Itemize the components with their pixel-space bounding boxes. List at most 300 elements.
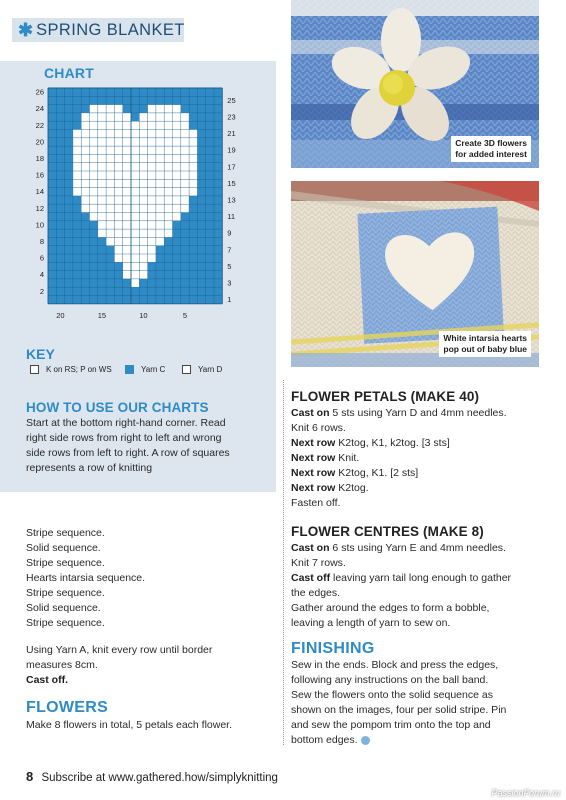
heart-stitch [131, 271, 139, 279]
how-to-heading: HOW TO USE OUR CHARTS [26, 400, 209, 415]
heart-stitch [131, 246, 139, 254]
heart-stitch [90, 154, 98, 162]
instruction-line: the edges. [291, 587, 341, 599]
instruction-line: Sew in the ends. Block and press the edges, [291, 659, 499, 671]
heart-stitch [139, 221, 147, 229]
heart-stitch [106, 196, 114, 204]
heart-stitch [164, 121, 172, 129]
heart-stitch [156, 196, 164, 204]
heart-stitch [164, 229, 172, 237]
heart-stitch [148, 179, 156, 187]
heart-stitch [173, 204, 181, 212]
heart-stitch [173, 121, 181, 129]
heart-stitch [164, 154, 172, 162]
heart-stitch [164, 130, 172, 138]
heart-stitch [123, 246, 131, 254]
heart-stitch [156, 213, 164, 221]
row-label: 22 [35, 120, 44, 130]
heart-stitch [164, 213, 172, 221]
key-label-yarn-c: Yarn C [141, 365, 166, 374]
heart-stitch [156, 171, 164, 179]
heart-stitch [106, 163, 114, 171]
border-line: Using Yarn A, knit every row until border [26, 644, 213, 656]
heart-stitch [90, 146, 98, 154]
heart-stitch [139, 254, 147, 262]
heart-stitch [106, 154, 114, 162]
heart-stitch [173, 130, 181, 138]
how-to-line: right side rows from right to left and wrong [26, 432, 222, 444]
heart-stitch [173, 213, 181, 221]
instruction-line: Next row K2tog, K1, k2tog. [3 sts] [291, 437, 450, 449]
heart-stitch [81, 171, 89, 179]
heart-stitch [156, 188, 164, 196]
heart-stitch [131, 196, 139, 204]
heart-stitch [131, 163, 139, 171]
section-title: SPRING BLANKET [36, 20, 185, 39]
heart-stitch [123, 188, 131, 196]
row-label: 24 [35, 104, 44, 114]
heart-stitch [98, 188, 106, 196]
heart-stitch [73, 138, 81, 146]
heart-stitch [148, 113, 156, 121]
sequence-line: Stripe sequence. [26, 527, 105, 539]
heart-stitch [123, 171, 131, 179]
heart-stitch [148, 254, 156, 262]
column-label: 20 [56, 310, 65, 320]
yarn-ball-icon [361, 736, 370, 745]
how-to-text [26, 416, 262, 476]
key-swatch-yarn-c [125, 365, 134, 374]
heart-stitch [173, 171, 181, 179]
page-number: 8 [26, 769, 34, 784]
flower-centres-heading: FLOWER CENTRES (MAKE 8) [291, 524, 484, 539]
instruction-line: Next row Knit. [291, 452, 360, 464]
heart-stitch [114, 254, 122, 262]
heart-stitch [81, 188, 89, 196]
heart-stitch [173, 154, 181, 162]
heart-stitch [98, 196, 106, 204]
heart-stitch [114, 154, 122, 162]
heart-stitch [189, 171, 197, 179]
heart-stitch [164, 146, 172, 154]
heart-stitch [139, 146, 147, 154]
heart-stitch [98, 163, 106, 171]
sequence-line: Solid sequence. [26, 602, 101, 614]
watermark: PassionForum.ru [491, 788, 560, 798]
key-heading: KEY [26, 346, 55, 362]
heart-stitch [98, 154, 106, 162]
heart-stitch [90, 188, 98, 196]
heart-stitch [123, 271, 131, 279]
flower-petals-instructions [291, 406, 541, 511]
heart-stitch [123, 196, 131, 204]
heart-stitch [164, 105, 172, 113]
heart-stitch [173, 146, 181, 154]
row-label: 17 [227, 162, 236, 172]
key-label-knit: K on RS; P on WS [46, 365, 112, 374]
heart-stitch [181, 179, 189, 187]
heart-stitch [81, 163, 89, 171]
heart-stitch [106, 113, 114, 121]
footer [26, 769, 278, 784]
row-label: 1 [227, 295, 232, 305]
heart-stitch [114, 221, 122, 229]
instruction-line: Cast off leaving yarn tail long enough to gather [291, 572, 512, 584]
row-label: 18 [35, 154, 44, 164]
heart-stitch [156, 138, 164, 146]
how-to-line: Start at the bottom right-hand corner. Read [26, 417, 226, 429]
heart-stitch [114, 146, 122, 154]
instruction-line: Next row K2tog, K1. [2 sts] [291, 467, 419, 479]
heart-stitch [123, 179, 131, 187]
heart-stitch [123, 113, 131, 121]
heart-stitch [123, 229, 131, 237]
heart-stitch [106, 105, 114, 113]
heart-stitch [98, 179, 106, 187]
heart-stitch [106, 138, 114, 146]
row-label: 12 [35, 203, 44, 213]
heart-stitch [189, 154, 197, 162]
heart-stitch [131, 121, 139, 129]
sequence-line: Stripe sequence. [26, 587, 105, 599]
finishing-instructions [291, 658, 541, 748]
heart-stitch [123, 130, 131, 138]
heart-stitch [131, 146, 139, 154]
row-label: 7 [227, 245, 232, 255]
heart-stitch [148, 196, 156, 204]
heart-stitch [81, 146, 89, 154]
heart-stitch [114, 213, 122, 221]
instruction-line: Knit 6 rows. [291, 422, 346, 434]
heart-stitch [131, 237, 139, 245]
heart-stitch [148, 130, 156, 138]
subscribe-link[interactable]: Subscribe at www.gathered.how/simplyknitting [41, 772, 278, 784]
heart-stitch [106, 221, 114, 229]
heart-stitch [139, 237, 147, 245]
heart-stitch [164, 188, 172, 196]
heart-stitch [139, 163, 147, 171]
key-item-knit [30, 365, 112, 374]
heart-stitch [164, 113, 172, 121]
heart-stitch [181, 154, 189, 162]
heart-stitch [131, 221, 139, 229]
heart-stitch [131, 262, 139, 270]
heart-stitch [139, 121, 147, 129]
sequence-list [26, 526, 276, 631]
heart-stitch [189, 146, 197, 154]
heart-stitch [90, 121, 98, 129]
heart-stitch [164, 179, 172, 187]
heart-stitch [123, 262, 131, 270]
heart-stitch [90, 171, 98, 179]
heart-stitch [114, 196, 122, 204]
heart-stitch [148, 213, 156, 221]
heart-stitch [123, 154, 131, 162]
heart-stitch [123, 163, 131, 171]
heart-stitch [139, 113, 147, 121]
heart-stitch [148, 163, 156, 171]
border-line: measures 8cm. [26, 659, 98, 671]
heart-stitch [148, 146, 156, 154]
heart-stitch [173, 105, 181, 113]
caption-line: Create 3D flowers [455, 138, 527, 148]
heart-stitch [106, 237, 114, 245]
heart-stitch [98, 130, 106, 138]
heart-stitch [156, 105, 164, 113]
heart-stitch [90, 196, 98, 204]
row-label: 19 [227, 145, 236, 155]
row-label: 16 [35, 170, 44, 180]
heart-photo-caption [439, 331, 531, 357]
heart-stitch [181, 188, 189, 196]
heart-stitch [123, 254, 131, 262]
heart-stitch [81, 138, 89, 146]
heart-stitch [81, 204, 89, 212]
heart-stitch [114, 229, 122, 237]
row-label: 2 [39, 286, 44, 296]
heart-stitch [73, 146, 81, 154]
heart-stitch [90, 130, 98, 138]
heart-stitch [156, 237, 164, 245]
heart-stitch [98, 121, 106, 129]
heart-stitch [73, 130, 81, 138]
column-label: 10 [139, 310, 148, 320]
heart-stitch [156, 229, 164, 237]
heart-stitch [90, 204, 98, 212]
heart-stitch [114, 121, 122, 129]
heart-stitch [114, 179, 122, 187]
key-legend [30, 365, 270, 377]
row-label: 13 [227, 195, 236, 205]
heart-stitch [98, 113, 106, 121]
key-swatch-yarn-d [182, 365, 191, 374]
heart-stitch [106, 179, 114, 187]
heart-stitch [114, 237, 122, 245]
heart-stitch [173, 138, 181, 146]
row-label: 6 [39, 253, 44, 263]
heart-stitch [98, 138, 106, 146]
heart-stitch [98, 229, 106, 237]
heart-stitch [139, 271, 147, 279]
heart-stitch [139, 246, 147, 254]
heart-stitch [156, 221, 164, 229]
heart-stitch [164, 221, 172, 229]
heart-stitch [181, 113, 189, 121]
heart-stitch [189, 163, 197, 171]
heart-stitch [139, 138, 147, 146]
instruction-line: leaving a length of yarn to sew on. [291, 617, 451, 629]
heart-stitch [73, 188, 81, 196]
heart-stitch [98, 171, 106, 179]
column-divider [283, 380, 284, 745]
heart-stitch [139, 171, 147, 179]
heart-stitch [181, 121, 189, 129]
row-label: 15 [227, 178, 236, 188]
heart-stitch [123, 138, 131, 146]
flower-photo [291, 0, 539, 168]
heart-stitch [189, 188, 197, 196]
flowers-heading: FLOWERS [26, 699, 109, 716]
heart-stitch [131, 154, 139, 162]
heart-stitch [139, 204, 147, 212]
heart-stitch [131, 179, 139, 187]
heart-stitch [90, 179, 98, 187]
heart-stitch [90, 163, 98, 171]
heart-stitch [106, 146, 114, 154]
sequence-line: Hearts intarsia sequence. [26, 572, 146, 584]
heart-stitch [114, 130, 122, 138]
heart-stitch [123, 204, 131, 212]
heart-stitch [90, 138, 98, 146]
heart-stitch [139, 179, 147, 187]
how-to-line: side rows from left to right. A row of squares [26, 447, 230, 459]
heart-stitch [123, 213, 131, 221]
heart-stitch [139, 229, 147, 237]
heart-stitch [181, 130, 189, 138]
heart-stitch [98, 204, 106, 212]
row-label: 10 [35, 220, 44, 230]
heart-stitch [81, 154, 89, 162]
heart-stitch [114, 105, 122, 113]
heart-stitch [131, 171, 139, 179]
row-label: 20 [35, 137, 44, 147]
heart-stitch [139, 188, 147, 196]
row-label: 8 [39, 237, 44, 247]
heart-stitch [139, 130, 147, 138]
row-label: 5 [227, 261, 232, 271]
heart-stitch [164, 196, 172, 204]
heart-stitch [106, 188, 114, 196]
heart-stitch [164, 163, 172, 171]
heart-stitch [81, 121, 89, 129]
heart-stitch [98, 105, 106, 113]
heart-stitch [73, 154, 81, 162]
heart-stitch [164, 138, 172, 146]
heart-stitch [131, 188, 139, 196]
heart-stitch [98, 146, 106, 154]
heart-stitch [148, 246, 156, 254]
heart-stitch [131, 213, 139, 221]
heart-stitch [164, 171, 172, 179]
column-label: 15 [97, 310, 107, 320]
heart-stitch [148, 188, 156, 196]
heart-stitch [148, 171, 156, 179]
flower-photo-caption [451, 136, 531, 162]
instruction-line: Cast on 6 sts using Yarn E and 4mm needles. [291, 542, 506, 554]
instruction-line: Sew the flowers onto the solid sequence as [291, 689, 493, 701]
heart-stitch [131, 138, 139, 146]
border-instructions [26, 643, 276, 688]
finishing-heading: FINISHING [291, 640, 375, 657]
chart-heading: CHART [44, 65, 94, 81]
asterisk-icon: ✱ [18, 20, 34, 40]
heart-stitch [106, 171, 114, 179]
heart-stitch [114, 138, 122, 146]
heart-stitch [148, 204, 156, 212]
heart-stitch [81, 179, 89, 187]
section-header [12, 18, 184, 42]
row-label: 11 [227, 212, 236, 222]
heart-stitch [148, 237, 156, 245]
instruction-line: Fasten off. [291, 497, 341, 509]
sequence-line: Solid sequence. [26, 542, 101, 554]
row-label: 9 [227, 228, 232, 238]
heart-photo [291, 181, 539, 367]
heart-stitch [189, 130, 197, 138]
caption-line: White intarsia hearts [443, 333, 527, 343]
heart-stitch [131, 229, 139, 237]
heart-stitch [181, 196, 189, 204]
heart-stitch [123, 121, 131, 129]
row-label: 14 [35, 187, 44, 197]
sequence-line: Stripe sequence. [26, 617, 105, 629]
heart-stitch [98, 213, 106, 221]
key-label-yarn-d: Yarn D [198, 365, 223, 374]
heart-stitch [156, 163, 164, 171]
instruction-line: and sew the pompom trim onto the top and [291, 719, 491, 731]
caption-line: for added interest [455, 149, 527, 159]
heart-stitch [81, 130, 89, 138]
heart-stitch [73, 179, 81, 187]
instruction-line: Gather around the edges to form a bobble, [291, 602, 490, 614]
heart-stitch [148, 221, 156, 229]
heart-stitch [148, 138, 156, 146]
instruction-line: Knit 7 rows. [291, 557, 346, 569]
heart-stitch [181, 204, 189, 212]
heart-stitch [123, 221, 131, 229]
key-swatch-knit [30, 365, 39, 374]
heart-stitch [164, 204, 172, 212]
heart-stitch [131, 130, 139, 138]
heart-stitch [181, 163, 189, 171]
heart-stitch [173, 179, 181, 187]
heart-stitch [181, 146, 189, 154]
heart-stitch [106, 213, 114, 221]
heart-stitch [90, 213, 98, 221]
heart-stitch [114, 163, 122, 171]
heart-stitch [173, 163, 181, 171]
heart-stitch [114, 246, 122, 254]
heart-stitch [90, 113, 98, 121]
heart-chart [26, 85, 246, 335]
cast-off-line: Cast off. [26, 674, 68, 686]
row-label: 4 [39, 270, 44, 280]
heart-stitch [189, 179, 197, 187]
instruction-line: Cast on 5 sts using Yarn D and 4mm needles. [291, 407, 507, 419]
key-item-yarn-c [125, 365, 165, 374]
row-label: 23 [227, 112, 236, 122]
heart-stitch [181, 171, 189, 179]
instruction-line: bottom edges. [291, 733, 541, 748]
heart-stitch [156, 113, 164, 121]
heart-stitch [181, 138, 189, 146]
heart-stitch [114, 188, 122, 196]
heart-stitch [156, 154, 164, 162]
heart-stitch [148, 154, 156, 162]
heart-stitch [148, 121, 156, 129]
row-label: 3 [227, 278, 232, 288]
heart-stitch [131, 204, 139, 212]
heart-stitch [81, 113, 89, 121]
heart-stitch [106, 121, 114, 129]
heart-stitch [148, 229, 156, 237]
heart-stitch [139, 213, 147, 221]
instruction-line: Next row K2tog. [291, 482, 369, 494]
heart-stitch [106, 204, 114, 212]
heart-stitch [123, 146, 131, 154]
heart-stitch [106, 229, 114, 237]
heart-stitch [189, 138, 197, 146]
